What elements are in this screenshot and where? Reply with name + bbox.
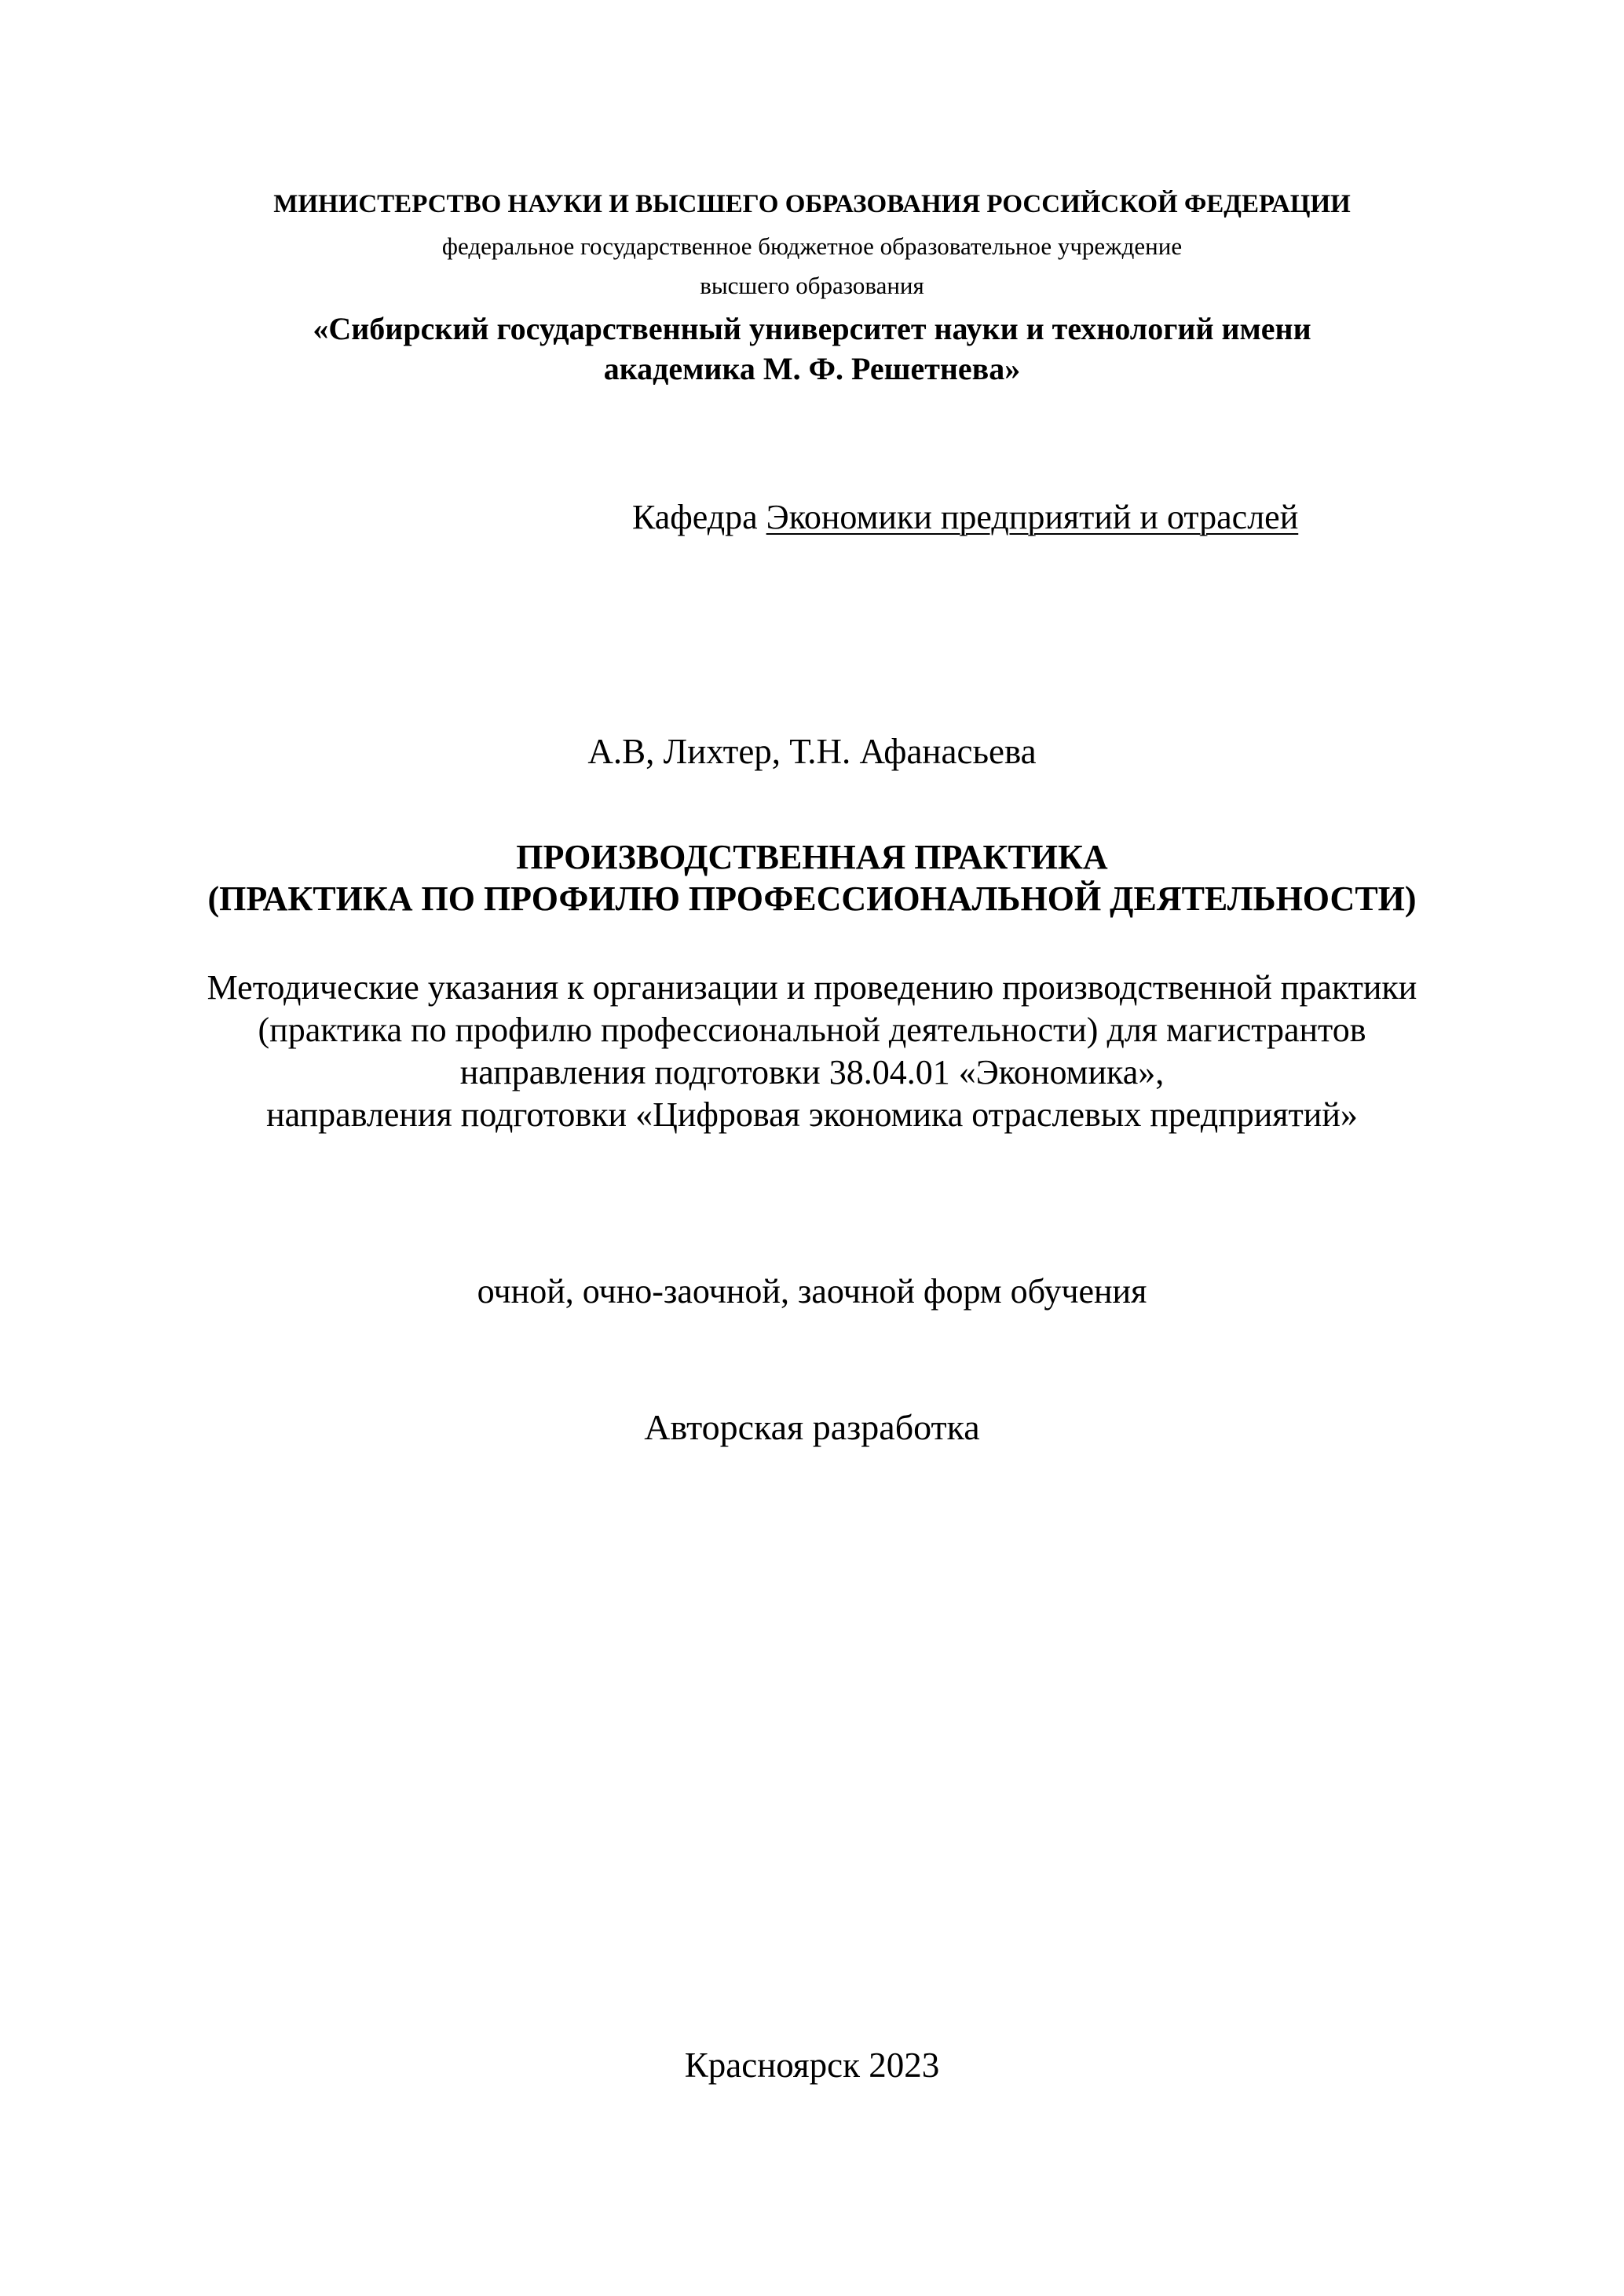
institution-type-line-2: высшего образования (700, 272, 924, 299)
authors: А.В, Лихтер, Т.Н. Афанасьева (587, 732, 1037, 771)
title-line-1: ПРОИЗВОДСТВЕННАЯ ПРАКТИКА (516, 838, 1108, 876)
university-name-line-1: «Сибирский государственный университет науки и технологий имени (313, 311, 1311, 346)
department-prefix: Кафедра (632, 498, 766, 536)
department-name: Экономики предприятий и отраслей (766, 498, 1299, 536)
study-forms: очной, очно-заочной, заочной форм обучения (477, 1272, 1147, 1311)
title-line-2: (ПРАКТИКА ПО ПРОФИЛЮ ПРОФЕССИОНАЛЬНОЙ ДЕЯТЕЛЬНОСТИ) (207, 879, 1417, 918)
description-line-3: направления подготовки 38.04.01 «Экономика», (459, 1053, 1165, 1091)
institution-type-line-1: федеральное государственное бюджетное образовательное учреждение (441, 232, 1183, 260)
department (632, 500, 1298, 535)
ministry-heading: МИНИСТЕРСТВО НАУКИ И ВЫСШЕГО ОБРАЗОВАНИЯ РОССИЙСКОЙ ФЕДЕРАЦИИ (273, 190, 1351, 218)
edition-note: Авторская разработка (644, 1407, 980, 1447)
description-line-4: направления подготовки «Цифровая экономика отраслевых предприятий» (266, 1095, 1358, 1134)
description-line-2: (практика по профилю профессиональной деятельности) для магистрантов (258, 1011, 1366, 1049)
description-line-1: Методические указания к организации и проведению производственной практики (207, 968, 1417, 1007)
university-name-line-2: академика М. Ф. Решетнева» (603, 351, 1021, 386)
city-year: Красноярск 2023 (684, 2046, 940, 2085)
